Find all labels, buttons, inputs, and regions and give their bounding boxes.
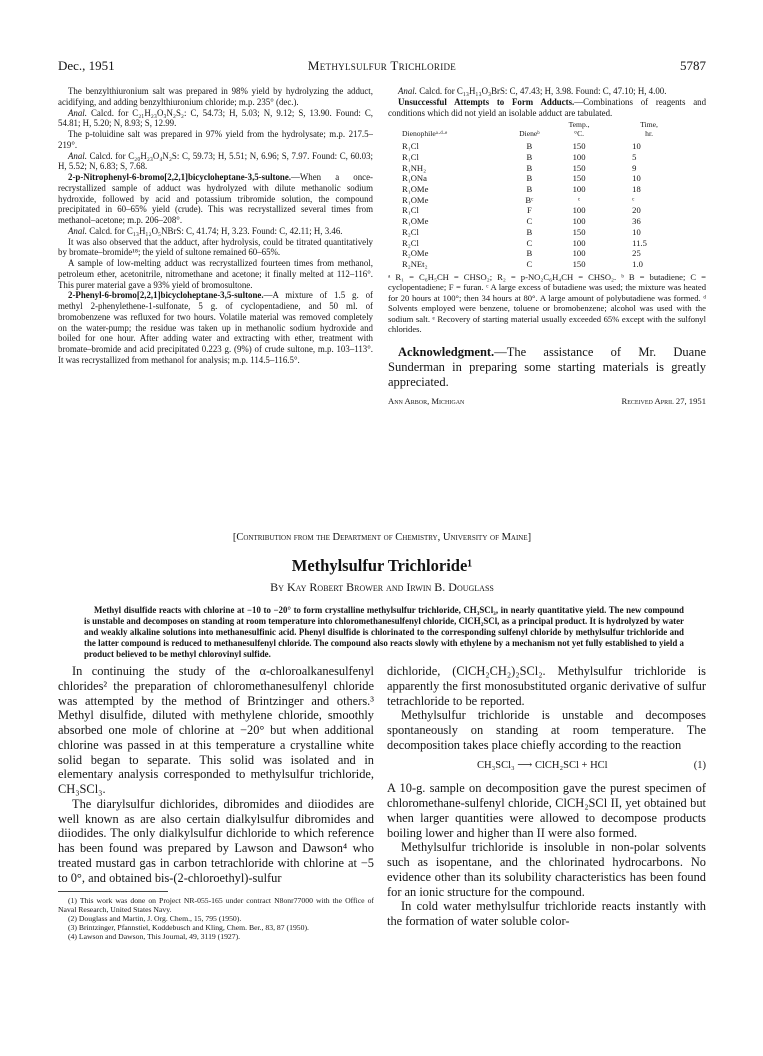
cell-time: 9 [632, 162, 637, 173]
footnote: (1) This work was done on Project NR-055-165 under contract N8onr77000 with the Office of Naval Research, United States Navy. [58, 896, 374, 915]
cell-diene: C [526, 216, 533, 227]
paragraph [58, 151, 373, 173]
cell-diene: B [526, 141, 533, 152]
ack-text: —The assistance of Mr. Duane Sunderman in preparing some starting materials is greatly appreciated. [388, 344, 706, 389]
body-left-column [58, 664, 374, 941]
cell-temp: 150 [572, 162, 586, 173]
cell-dienophile: R₁OMe [402, 194, 429, 205]
cell-dienophile: R₁Cl [402, 151, 419, 162]
cell-dienophile: R₁ONa [402, 173, 427, 184]
cell-time: 18 [632, 184, 641, 195]
cell-diene: C [526, 237, 533, 248]
cell-diene: B [526, 248, 533, 259]
adduct-attempts-table [394, 121, 694, 269]
table-row [394, 184, 694, 195]
analysis-label: Anal. [68, 150, 87, 161]
table-footnote: ᵃ R₁ = C₆H₅CH = CHSO₂; R₂ = p-NO₂C₆H₄CH = CHSO₂. ᵇ B = butadiene; C = cyclopentadiene; F = furan. ᶜ A large excess of butadiene was used; the mixture was heated for 20 hours at 100°; then 34 hours at 80°. A large amount of polybutadiene was formed. ᵈ Solvents employed were benzene, toluene or bromobenzene; alcohol was used with the sodium salt. ᵉ Recovery of starting material usually exceeded 65% except with the sulfonyl chlorides. [388, 271, 706, 335]
cell-dienophile: R₁OMe [402, 184, 429, 195]
table-row [394, 141, 694, 152]
cell-dienophile: R₂Cl [402, 226, 419, 237]
sig-location: Ann Arbor, Michigan [388, 395, 465, 406]
cell-dienophile: R₁Cl [402, 205, 419, 216]
cell-temp: 150 [572, 141, 586, 152]
table-body [394, 141, 694, 269]
analysis-text: Calcd. for C₁₃H₁₂O₅NBrS: C, 41.74; H, 3.23. Found: C, 42.11; H, 3.46. [89, 225, 343, 236]
col-header-temp: Temp., °C. [568, 120, 590, 138]
cell-temp: 100 [572, 184, 586, 195]
table-row [394, 216, 694, 227]
cell-time: ᶜ [632, 194, 635, 205]
table-header-row [394, 121, 694, 141]
left-column-top [58, 86, 373, 366]
body-right-column [387, 664, 706, 929]
cell-time: 20 [632, 205, 641, 216]
cell-temp: 150 [572, 258, 586, 269]
col-header-dienophile: Dienophileᵃ·ᵈ·ᵉ [402, 128, 448, 138]
footnote: (3) Brintzinger, Pfannstiel, Koddebusch and Kling, Chem. Ber., 83, 87 (1950). [68, 923, 309, 933]
cell-diene: C [526, 258, 533, 269]
table-row [394, 163, 694, 174]
analysis-text: Calcd. for C₁₃H₁₃O₃BrS: C, 47.43; H, 3.98. Found: C, 47.10; H, 4.00. [419, 86, 667, 96]
table-row [394, 205, 694, 216]
analysis-text: Calcd. for C₂₁H₂₃O₃N₂S₂: C, 54.73; H, 5.03; N, 9.12; S, 13.90. Found: C, 54.81; H, 5.20; N, 8.93; S, 12.99. [58, 107, 374, 129]
paragraph: A 10-g. sample on decomposition gave the purest specimen of chloromethane-sulfenyl chloride, ClCH₂SCl II, yet obtained but when larger quantities were allowed to decompose products boiling lower and higher than II were also formed. [387, 781, 706, 840]
table-row [394, 152, 694, 163]
cell-temp: ᶜ [577, 194, 581, 205]
cell-dienophile: R₁OMe [402, 216, 429, 227]
paragraph: In cold water methylsulfur trichloride reacts instantly with the formation of water soluble color- [387, 899, 706, 928]
cell-temp: 100 [572, 248, 586, 259]
right-column-top [388, 86, 706, 406]
article-title: Methylsulfur Trichloride¹ [291, 556, 473, 575]
cell-diene: B [526, 162, 533, 173]
equation-text: CH₃SCl₃ ⟶ ClCH₂SCl + HCl [477, 759, 608, 771]
cell-temp: 100 [572, 151, 586, 162]
cell-temp: 100 [572, 237, 586, 248]
page-header [58, 58, 706, 74]
cell-dienophile: R₁Cl [402, 141, 419, 152]
table-row [394, 248, 694, 259]
abstract-text: Methyl disulfide reacts with chlorine at −10 to −20° to form crystalline methylsulfur trichloride, CH₃SCl₃, in nearly quantitative yield. The new compound is unstable and decomposes on standing at room temperature into chloromethanesulfenyl chloride, ClCH₂SCl, as a principal product. It is hydrolyzed by water and weakly alkaline solutions into methanesulfinic acid. Phenyl disulfide is chlorinated to the corresponding sulfenyl chloride by methylsulfur trichloride and the latter compound is reduced to methanesulfenyl chloride. The compound also reacts slowly with ethylene by a mechanism not yet fully established to yield a product believed to be methyl chlorovinyl sulfide. [84, 605, 684, 659]
section-heading: Unsuccessful Attempts to Form Adducts. [398, 96, 575, 107]
cell-dienophile: R₁NH₂ [402, 162, 427, 173]
cell-dienophile: R₂NEt₂ [402, 258, 428, 269]
cell-time: 10 [632, 173, 641, 184]
cell-diene: B [526, 226, 533, 237]
cell-time: 1.0 [632, 258, 643, 269]
cell-temp: 150 [572, 173, 586, 184]
footnote-rule [58, 891, 168, 892]
paragraph: The diarylsulfur dichlorides, dibromides and diiodides are well known as are also certain dialkylsulfur dibromides and diiodides. The only dialkylsulfur dichloride to which reference has been found was prepared by Lawson and Dawson⁴ who treated mustard gas in carbon tetrachloride with chlorine at −5 to 0°, and obtained bis-(2-chloroethyl)-sulfur [58, 796, 374, 885]
paragraph [388, 86, 706, 97]
col-header-diene: Dieneᵇ [519, 128, 540, 138]
table-row [394, 227, 694, 238]
cell-diene: B [526, 173, 533, 184]
paragraph: A sample of low-melting adduct was recrystallized fourteen times from methanol, petroleum ether, acetonitrile, nitromethane and acetone; it finally melted at 112–116°. This purer material gave a 93% yield of bromosultone. [58, 258, 373, 290]
paragraph: dichloride, (ClCH₂CH₂)₂SCl₂. Methylsulfur trichloride is apparently the first monosubstituted organic derivative of sulfur tetrachloride to be reported. [387, 664, 706, 708]
cell-temp: 100 [572, 205, 586, 216]
analysis-text: Calcd. for C₂₀H₂₃O₄N₂S: C, 59.73; H, 5.51; N, 6.96; S, 7.97. Found: C, 60.03; H, 5.52; N, 6.83; S, 7.68. [58, 150, 373, 172]
analysis-label: Anal. [68, 107, 87, 118]
paragraph [388, 97, 706, 119]
paragraph: Methylsulfur trichloride is insoluble in non-polar solvents such as isopentane, and the chlorinated hydrocarbons. No evidence other than its solubility characteristics has been found for an ionic structure for the compound. [387, 840, 706, 899]
section-text: —When a once-recrystallized sample of adduct was hydrolyzed with dilute methanolic sodium hydroxide, followed by acid and potassium tribromide solution, the compound precipitated in 60–65% yield (crude). This was recrystallized several times from methanol–acetone; m.p. 206–208°. [58, 172, 373, 225]
table-row [394, 173, 694, 184]
cell-diene: B [526, 151, 533, 162]
abstract [84, 605, 684, 660]
table-row [394, 195, 694, 206]
paragraph: In continuing the study of the α-chloroalkanesulfenyl chlorides² the preparation of chloromethanesulfenyl chloride was attempted by the method of Brintzinger and others.³ Methyl disulfide, diluted with methylene chloride, smoothly absorbed one mole of chlorine at −20° but when additional chlorine was passed in at this temperature a crystalline white solid began to separate. This solid was isolated and in elementary analysis corresponded to methylsulfur trichloride, CH₃SCl₃. [58, 664, 374, 796]
section-heading: 2-p-Nitrophenyl-6-bromo[2,2,1]bicycloheptane-3,5-sultone. [68, 172, 292, 182]
ack-heading: Acknowledgment. [398, 344, 495, 359]
cell-time: 36 [632, 216, 641, 227]
article-authors: By Kay Robert Brower and Irwin B. Douglass [270, 580, 494, 594]
paragraph: Methylsulfur trichloride is unstable and decomposes spontaneously on standing at room temperature. The decomposition takes place chiefly according to the reaction [387, 708, 706, 752]
contribution-line: [Contribution from the Department of Chemistry, University of Maine] [232, 532, 532, 543]
sig-received: Received April 27, 1951 [621, 395, 706, 406]
cell-diene: B [526, 184, 533, 195]
header-running-title: Methylsulfur Trichloride [307, 58, 457, 73]
acknowledgment [388, 345, 706, 390]
section-text: —A mixture of 1.5 g. of methyl 2-phenylethene-1-sulfonate, 5 g. of cyclopentadiene, and 50 ml. of bromobenzene was refluxed for two hours. Volatile material was removed completely on the water-pump; the residue was taken up in methanolic sodium hydroxide and boiled for one hour. After adding water and extracting with ether, treatment with bromate–bromide and acid precipitated 0.223 g. (9%) of crude sultone, m.p. 103–113°. It was recrystallized from methanol for analysis; m.p. 114.5–116.5°. [58, 290, 373, 365]
cell-dienophile: R₂OMe [402, 248, 429, 259]
analysis-label: Anal. [68, 225, 87, 236]
section-text: —Combinations of reagents and conditions which did not yield an isolable adduct are tabulated. [388, 96, 707, 118]
table-row [394, 238, 694, 249]
section-heading: 2-Phenyl-6-bromo[2,2,1]bicycloheptane-3,5-sultone. [68, 290, 264, 301]
paragraph [58, 108, 373, 130]
paragraph: It was also observed that the adduct, after hydrolysis, could be titrated quantitatively by bromate–bromide¹⁸; the yield of sultone remained 60–65%. [58, 236, 373, 258]
equation-number: (1) [693, 759, 706, 771]
cell-time: 11.5 [632, 237, 647, 248]
header-page-number: 5787 [680, 58, 706, 73]
paragraph [58, 226, 373, 237]
paragraph: The benzylthiuronium salt was prepared in 98% yield by hydrolyzing the adduct, acidifying, and adding benzylthiuronium chloride; m.p. 235° (dec.). [58, 86, 373, 107]
cell-time: 10 [632, 226, 641, 237]
cell-temp: 150 [572, 226, 586, 237]
paragraph [58, 290, 373, 365]
footnotes [58, 896, 374, 941]
cell-time: 5 [632, 151, 637, 162]
analysis-label: Anal. [398, 86, 417, 96]
paragraph [58, 172, 373, 226]
cell-time: 10 [632, 141, 641, 152]
footnote: (2) Douglass and Martin, J. Org. Chem., 15, 795 (1950). [68, 914, 242, 924]
footnote: (4) Lawson and Dawson, This Journal, 49, 3119 (1927). [68, 932, 241, 942]
header-date: Dec., 1951 [58, 58, 115, 73]
table-row [394, 259, 694, 270]
cell-temp: 100 [572, 216, 586, 227]
cell-dienophile: R₂Cl [402, 237, 419, 248]
cell-diene: F [527, 205, 532, 216]
equation [387, 759, 706, 774]
col-header-time: Time, hr. [640, 120, 658, 138]
cell-diene: Bᶜ [525, 194, 534, 205]
cell-time: 25 [632, 248, 641, 259]
paragraph: The p-toluidine salt was prepared in 97% yield from the hydrolysate; m.p. 217.5–219°. [58, 129, 373, 150]
signature-line [388, 396, 706, 407]
